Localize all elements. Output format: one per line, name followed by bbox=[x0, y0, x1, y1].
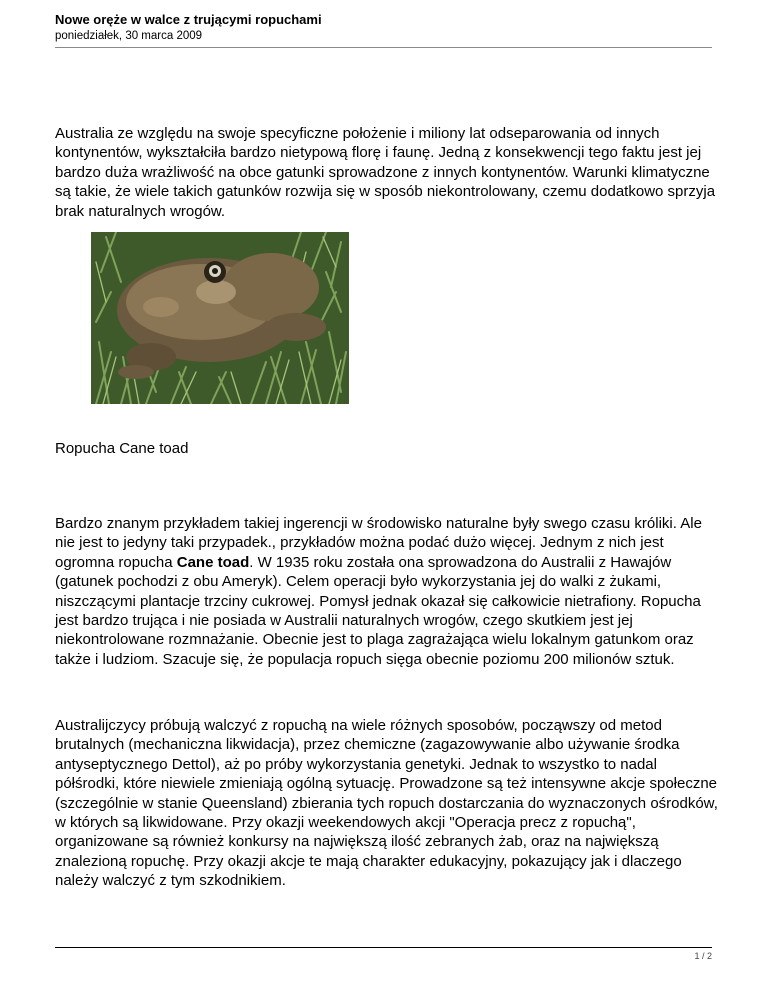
image-caption: Ropucha Cane toad bbox=[55, 440, 189, 457]
article-date: poniedziałek, 30 marca 2009 bbox=[55, 30, 203, 42]
footer-divider bbox=[55, 947, 712, 948]
cane-toad-photo bbox=[91, 232, 349, 404]
page-header bbox=[55, 12, 712, 43]
page-number: 1 / 2 bbox=[694, 951, 712, 961]
paragraph-cane-toad bbox=[55, 514, 725, 669]
paragraph-intro: Australia ze względu na swoje specyficzne położenie i miliony lat odseparowania od innych kontynentów, wykształciła bardzo nietypową florę i faunę. Jedną z konsekwencji tego faktu jest jej bardzo duża wrażliwość na obce gatunki sprowadzone z innych kontynentów. Warunki klimatyczne są takie, że wiele takich gatunków rozwija się w sposób niekontrolowany, czemu dodatkowo sprzyja brak naturalnych wrogów. bbox=[55, 125, 716, 220]
cane-toad-bold-term: Cane toad bbox=[176, 553, 250, 571]
article-title: Nowe oręże w walce z trującymi ropuchami bbox=[55, 12, 322, 27]
header-divider bbox=[55, 47, 712, 48]
paragraph-countermeasures: Australijczycy próbują walczyć z ropuchą na wiele różnych sposobów, począwszy od metod brutalnych (mechaniczna likwidacja), przez chemiczne (zagazowywanie albo używanie środka antyseptycznego Dettol), aż po próby wykorzystania genetyki. Jednak to wszystko to nadal półśrodki, które niewiele zmieniają ogólną sytuację. Prowadzone są też intensywne akcje społeczne (szczególnie w stanie Queensland) zbierania tych ropuch dostarczania do wyznaczonych ośrodków, w których są likwidowane. Przy okazji weekendowych akcji "Operacja precz z ropuchą", organizowane są również konkursy na największą ilość zebranych żab, oraz na największą znalezioną ropuchę. Przy okazji akcje te mają charakter edukacyjny, pokazujący jak i dlaczego należy walczyć z tym szkodnikiem. bbox=[55, 717, 718, 890]
paragraph-cane-toad-text-b: . W 1935 roku została ona sprowadzona do Australii z Hawajów (gatunek pochodzi z obu Ameryk). Celem operacji było wykorzystania jej do walki z żukami, niszczącymi plantacje trzciny cukrowej. Pomysł jednak okazał się całkowicie nietrafiony. Ropucha jest bardzo trująca i nie posiada w Australii naturalnych wrogów, czego skutkiem jest jej niekontrolowane rozmnażanie. Obecnie jest to plaga zagrażająca wielu lokalnym gatunkom oraz także i ludziom. Szacuje się, że populacja ropuch sięga obecnie poziomu 200 milionów sztuk. bbox=[55, 553, 701, 668]
paragraph-cane-toad-text-a: Bardzo znanym przykładem takiej ingerencji w środowisko naturalne były swego czasu króliki. Ale nie jest to jedyny taki przypadek., przykładów można podać dużo więcej. Jednym z nich jest ogromna ropucha bbox=[55, 515, 702, 571]
